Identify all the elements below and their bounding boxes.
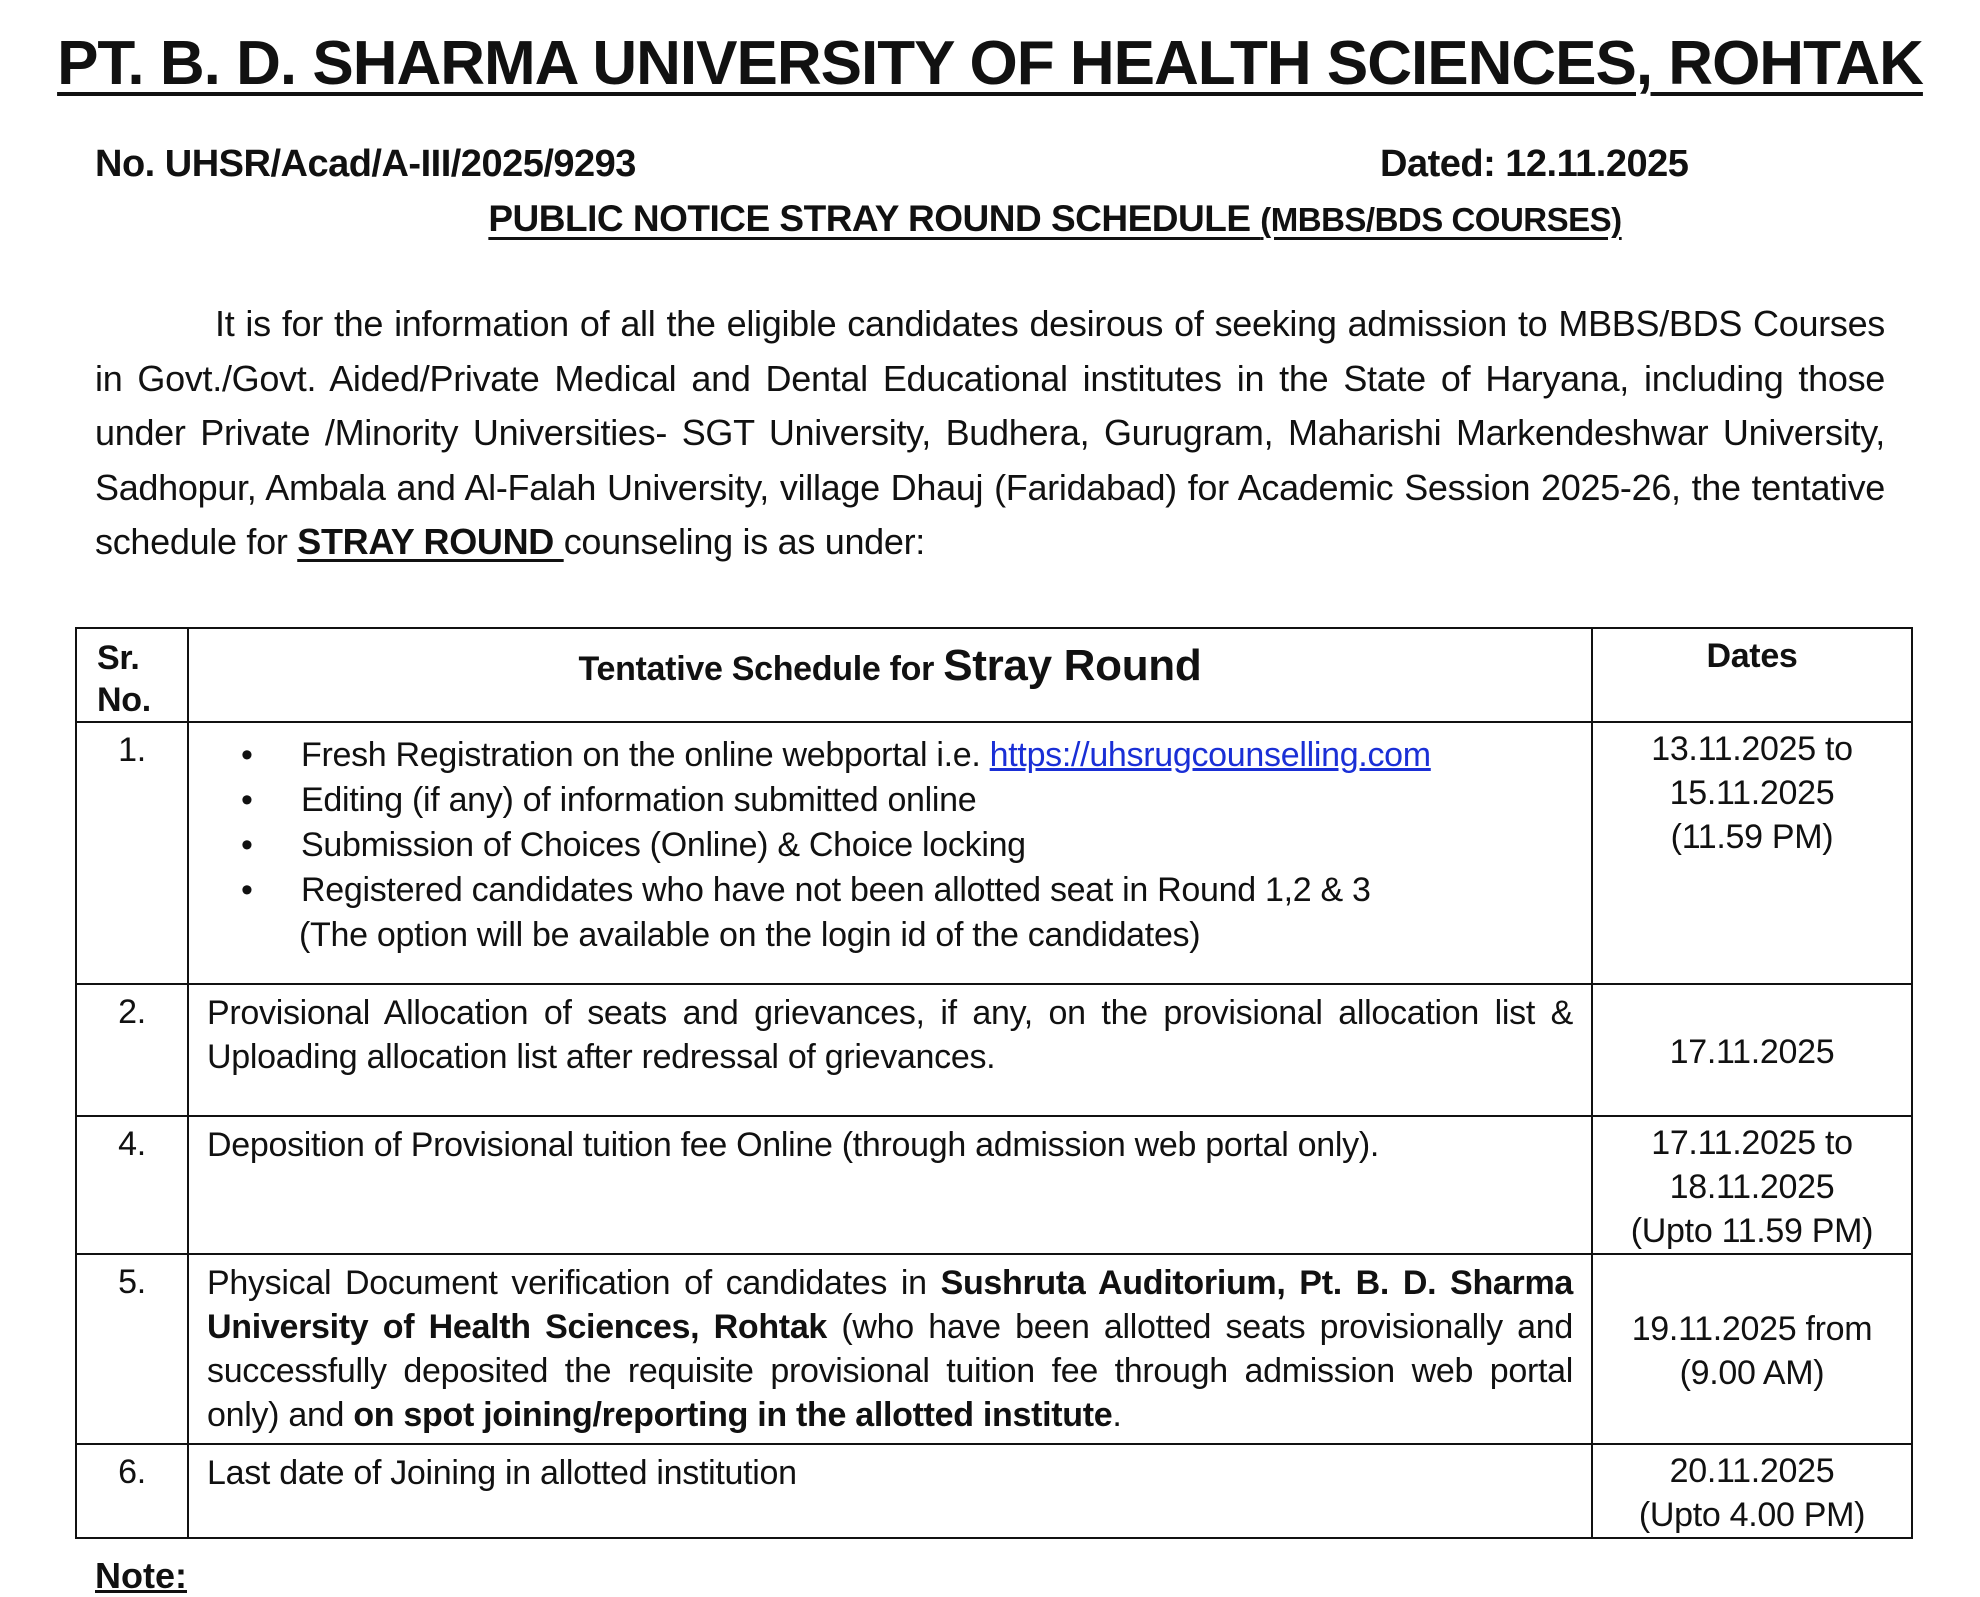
- row-description: [188, 722, 1592, 984]
- bullet-list: [189, 733, 1573, 913]
- row-sr: 5.: [76, 1254, 188, 1444]
- login-note: (The option will be available on the login id of the candidates): [299, 916, 1201, 954]
- row-description: Provisional Allocation of seats and grievances, if any, on the provisional allocation list & Uploading allocation list after redressal of grievances.: [188, 984, 1592, 1116]
- subject-main: PUBLIC NOTICE STRAY ROUND SCHEDULE: [488, 198, 1261, 239]
- row-description: Last date of Joining in allotted institution: [188, 1444, 1592, 1538]
- row-sr: 2.: [76, 984, 188, 1116]
- reference-number: No. UHSR/Acad/A-III/2025/9293: [95, 143, 636, 185]
- table-row: [76, 1116, 1912, 1254]
- schedule-table: [75, 627, 1913, 1539]
- webportal-link[interactable]: https://uhsrugcounselling.com: [989, 736, 1431, 774]
- row-sr: 1.: [76, 722, 188, 984]
- table-row: [76, 1444, 1912, 1538]
- joining-text: on spot joining/reporting in the allotted institute: [353, 1396, 1113, 1434]
- header-schedule: Tentative Schedule for Stray Round: [188, 628, 1592, 722]
- row-sr: 4.: [76, 1116, 188, 1254]
- list-item: • Fresh Registration on the online webportal i.e. https://uhsrugcounselling.com: [301, 733, 1573, 778]
- row-description: Physical Document verification of candidates in Sushruta Auditorium, Pt. B. D. Sharma University of Health Sciences, Rohtak (who have been allotted seats provisionally and successfully deposited the requisite provisional tuition fee through admission web portal only) and on spot joining/reporting in the allotted institute.: [188, 1254, 1592, 1444]
- row-dates: 19.11.2025 from (9.00 AM): [1592, 1254, 1912, 1444]
- venue-text: Sushruta Auditorium, Pt. B. D. Sharma University of Health Sciences, Rohtak: [207, 1264, 1573, 1346]
- intro-text: It is for the information of all the eligible candidates desirous of seeking admission to MBBS/BDS Courses in Govt./Govt. Aided/Private Medical and Dental Educational institutes in the State of Haryana, including those under Private /Minority Universities- SGT University, Budhera, Gurugram, Maharishi Markendeshwar University, Sadhopur, Ambala and Al-Falah University, village Dhauj (Faridabad) for Academic Session 2025-26, the tentative schedule for: [95, 303, 1885, 562]
- intro-tail: counseling is as under:: [563, 521, 926, 562]
- header-sr-no: Sr. No.: [76, 628, 188, 722]
- row-dates: 20.11.2025 (Upto 4.00 PM): [1592, 1444, 1912, 1538]
- row-description: Deposition of Provisional tuition fee Online (through admission web portal only).: [188, 1116, 1592, 1254]
- header-dates: Dates: [1592, 628, 1912, 722]
- note-label: Note:: [95, 1555, 187, 1596]
- notice-subject: [0, 198, 1980, 240]
- subject-courses: (MBBS/BDS COURSES): [1260, 201, 1622, 238]
- list-item: • Registered candidates who have not been allotted seat in Round 1,2 & 3: [301, 868, 1573, 913]
- notice-date: Dated: 12.11.2025: [1380, 143, 1689, 185]
- list-item: • Editing (if any) of information submitted online: [301, 778, 1573, 823]
- intro-paragraph: [95, 297, 1885, 570]
- row-dates: 13.11.2025 to 15.11.2025 (11.59 PM): [1592, 722, 1912, 984]
- table-row: [76, 722, 1912, 984]
- row-sr: 6.: [76, 1444, 188, 1538]
- university-title: PT. B. D. SHARMA UNIVERSITY OF HEALTH SCIENCES, ROHTAK: [57, 29, 1923, 98]
- list-item: • Submission of Choices (Online) & Choice locking: [301, 823, 1573, 868]
- table-row: [76, 1254, 1912, 1444]
- table-row: [76, 984, 1912, 1116]
- intro-emphasis: STRAY ROUND: [297, 521, 564, 562]
- row-dates: 17.11.2025: [1592, 984, 1912, 1116]
- table-header-row: [76, 628, 1912, 722]
- row-dates: 17.11.2025 to 18.11.2025 (Upto 11.59 PM): [1592, 1116, 1912, 1254]
